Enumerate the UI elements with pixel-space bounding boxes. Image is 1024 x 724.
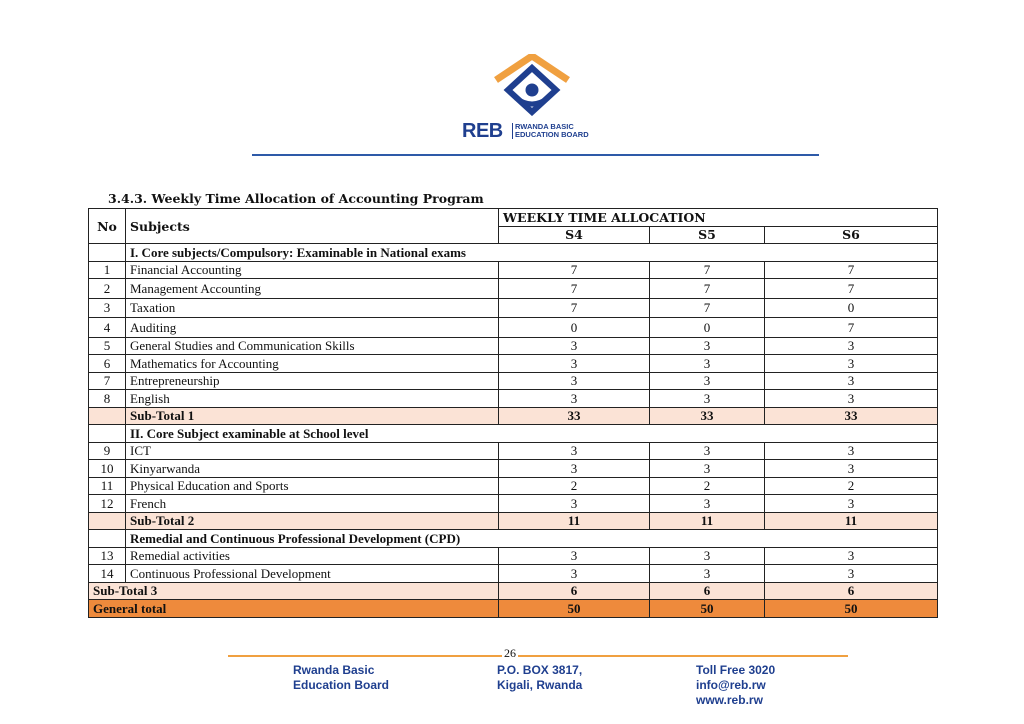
- row-no: 2: [89, 279, 126, 299]
- row-s6: 3: [765, 390, 938, 408]
- table-row: [89, 298, 938, 318]
- section-heading-row: [89, 425, 938, 443]
- section-heading: I. Core subjects/Compulsory: Examinable in National exams: [126, 244, 938, 262]
- row-no: 12: [89, 495, 126, 513]
- general-total-label: General total: [89, 600, 499, 618]
- row-s4: 3: [499, 565, 650, 583]
- table-row: [89, 318, 938, 338]
- table-row: [89, 355, 938, 373]
- row-no: 10: [89, 460, 126, 478]
- section-heading: Remedial and Continuous Professional Development (CPD): [126, 530, 938, 548]
- subtotal-s5: 6: [650, 582, 765, 600]
- header-no: No: [89, 209, 126, 244]
- header-divider: [252, 154, 819, 156]
- row-subject: General Studies and Communication Skills: [126, 337, 499, 355]
- logo-line-2: EDUCATION BOARD: [515, 130, 589, 139]
- row-s6: 7: [765, 261, 938, 279]
- row-s4: 3: [499, 442, 650, 460]
- footer-contact: [696, 663, 775, 708]
- subtotal-label: Sub-Total 1: [126, 407, 499, 425]
- header-subjects: Subjects: [126, 209, 499, 244]
- subtotal-row: [89, 582, 938, 600]
- row-s5: 3: [650, 547, 765, 565]
- table-row: [89, 372, 938, 390]
- row-s6: 3: [765, 372, 938, 390]
- row-s5: 3: [650, 565, 765, 583]
- logo-line-1: RWANDA BASIC: [515, 122, 574, 131]
- table-row: [89, 565, 938, 583]
- table-row: [89, 337, 938, 355]
- footer-address: [497, 663, 582, 693]
- row-subject: ICT: [126, 442, 499, 460]
- row-s5: 7: [650, 298, 765, 318]
- row-subject: Auditing: [126, 318, 499, 338]
- footer-org: [293, 663, 389, 693]
- row-s5: 3: [650, 372, 765, 390]
- row-s6: 3: [765, 460, 938, 478]
- row-s6: 3: [765, 442, 938, 460]
- row-s6: 7: [765, 279, 938, 299]
- table-row: [89, 390, 938, 408]
- row-s4: 2: [499, 477, 650, 495]
- row-s6: 0: [765, 298, 938, 318]
- row-no: 14: [89, 565, 126, 583]
- row-s4: 3: [499, 355, 650, 373]
- row-s4: 7: [499, 298, 650, 318]
- table-row: [89, 547, 938, 565]
- row-s5: 3: [650, 355, 765, 373]
- header-s6: S6: [765, 226, 938, 244]
- row-s6: 3: [765, 565, 938, 583]
- row-no: 8: [89, 390, 126, 408]
- section-heading-no: [89, 530, 126, 548]
- table-row: [89, 442, 938, 460]
- section-heading-row: [89, 530, 938, 548]
- general-total-s4: 50: [499, 600, 650, 618]
- subtotal-s5: 33: [650, 407, 765, 425]
- footer-org-line-2: Education Board: [293, 678, 390, 692]
- row-s5: 2: [650, 477, 765, 495]
- subtotal-s6: 11: [765, 512, 938, 530]
- row-s5: 7: [650, 279, 765, 299]
- row-s6: 3: [765, 547, 938, 565]
- section-heading-row: [89, 244, 938, 262]
- section-heading-no: [89, 244, 126, 262]
- footer-email: info@reb.rw: [696, 678, 766, 692]
- general-total-row: [89, 600, 938, 618]
- row-subject: Kinyarwanda: [126, 460, 499, 478]
- row-s6: 3: [765, 355, 938, 373]
- subtotal-row: [89, 512, 938, 530]
- row-subject: Financial Accounting: [126, 261, 499, 279]
- row-s4: 0: [499, 318, 650, 338]
- row-subject: Physical Education and Sports: [126, 477, 499, 495]
- row-s5: 0: [650, 318, 765, 338]
- section-title: 3.4.3. Weekly Time Allocation of Accounting Program: [108, 191, 484, 206]
- row-s4: 3: [499, 337, 650, 355]
- row-s4: 3: [499, 547, 650, 565]
- row-subject: Management Accounting: [126, 279, 499, 299]
- table-row: [89, 261, 938, 279]
- subtotal-s4: 33: [499, 407, 650, 425]
- logo-fullname: [512, 123, 589, 139]
- subtotal-label: Sub-Total 3: [89, 582, 499, 600]
- row-no: 1: [89, 261, 126, 279]
- row-s5: 3: [650, 337, 765, 355]
- reb-emblem-icon: [492, 54, 572, 116]
- row-subject: Remedial activities: [126, 547, 499, 565]
- table-row: [89, 279, 938, 299]
- general-total-s5: 50: [650, 600, 765, 618]
- time-allocation-table: [88, 208, 938, 618]
- table-row: [89, 495, 938, 513]
- row-no: 9: [89, 442, 126, 460]
- subtotal-s4: 11: [499, 512, 650, 530]
- row-s6: 2: [765, 477, 938, 495]
- row-subject: English: [126, 390, 499, 408]
- row-s5: 3: [650, 390, 765, 408]
- row-s4: 7: [499, 261, 650, 279]
- row-s6: 3: [765, 495, 938, 513]
- table-row: [89, 477, 938, 495]
- subtotal-s4: 6: [499, 582, 650, 600]
- subtotal-s6: 33: [765, 407, 938, 425]
- table-row: [89, 460, 938, 478]
- row-s4: 3: [499, 495, 650, 513]
- row-s5: 3: [650, 460, 765, 478]
- section-heading: II. Core Subject examinable at School level: [126, 425, 938, 443]
- row-subject: Taxation: [126, 298, 499, 318]
- header-s4: S4: [499, 226, 650, 244]
- footer-divider: [228, 655, 848, 657]
- row-no: 3: [89, 298, 126, 318]
- row-s5: 7: [650, 261, 765, 279]
- row-subject: Continuous Professional Development: [126, 565, 499, 583]
- row-subject: Mathematics for Accounting: [126, 355, 499, 373]
- row-subject: Entrepreneurship: [126, 372, 499, 390]
- row-no: 6: [89, 355, 126, 373]
- row-no: 13: [89, 547, 126, 565]
- row-s4: 3: [499, 390, 650, 408]
- row-s4: 3: [499, 372, 650, 390]
- row-no: 7: [89, 372, 126, 390]
- row-s5: 3: [650, 442, 765, 460]
- row-no: 5: [89, 337, 126, 355]
- footer-website: www.reb.rw: [696, 693, 763, 707]
- row-no: 11: [89, 477, 126, 495]
- general-total-s6: 50: [765, 600, 938, 618]
- footer-address-line-2: Kigali, Rwanda: [497, 678, 583, 692]
- footer-address-line-1: P.O. BOX 3817,: [497, 663, 583, 677]
- row-s6: 3: [765, 337, 938, 355]
- row-s4: 7: [499, 279, 650, 299]
- reb-wordmark: [462, 120, 602, 142]
- subtotal-s5: 11: [650, 512, 765, 530]
- subtotal-label: Sub-Total 2: [126, 512, 499, 530]
- row-subject: French: [126, 495, 499, 513]
- row-no: 4: [89, 318, 126, 338]
- subtotal-no: [89, 512, 126, 530]
- logo-abbr: REB: [462, 120, 503, 142]
- header-s5: S5: [650, 226, 765, 244]
- page-number: 26: [504, 646, 516, 660]
- footer-toll-free: Toll Free 3020: [696, 663, 776, 677]
- subtotal-row: [89, 407, 938, 425]
- row-s5: 3: [650, 495, 765, 513]
- row-s6: 7: [765, 318, 938, 338]
- footer-org-line-1: Rwanda Basic: [293, 663, 375, 677]
- header-weekly-time-allocation: WEEKLY TIME ALLOCATION: [499, 209, 938, 227]
- subtotal-s6: 6: [765, 582, 938, 600]
- row-s4: 3: [499, 460, 650, 478]
- section-heading-no: [89, 425, 126, 443]
- subtotal-no: [89, 407, 126, 425]
- reb-logo: [462, 54, 602, 144]
